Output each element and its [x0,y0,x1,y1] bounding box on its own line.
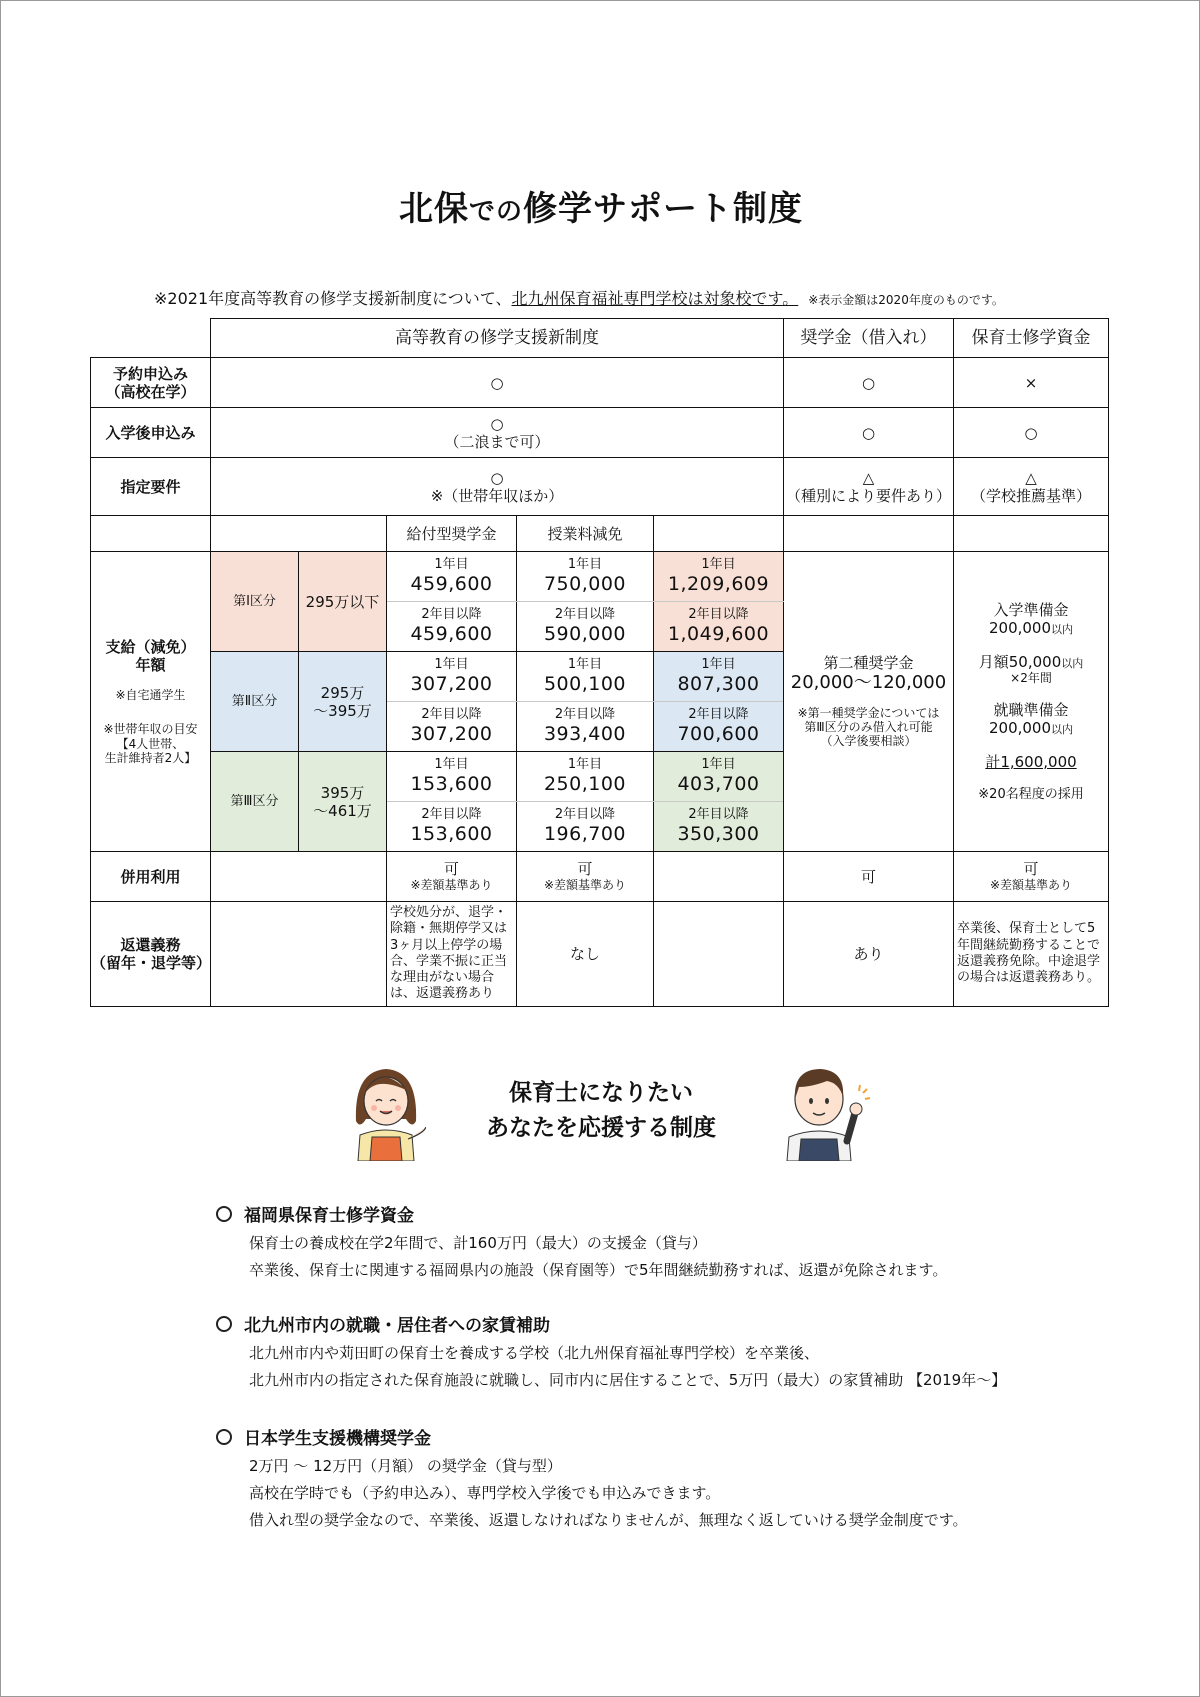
row-label-line: （高校在学） [105,382,196,401]
header-row [91,319,1109,358]
year-label: 2年目以降 [421,807,482,823]
year-label: 1年目 [434,757,469,773]
section-title [216,1424,968,1449]
amount-cell [517,602,654,652]
year-label: 1年目 [434,557,469,573]
amount-cell [517,802,654,852]
year-label: 2年目以降 [688,807,749,823]
amount-cell [517,702,654,752]
blank-cell [91,319,211,358]
sub-header-jugyo: 授業料減免 [517,516,654,552]
section-kitakyushu [216,1311,1006,1390]
shogaku-line: ※第一種奨学金については [797,705,940,720]
year-label: 1年目 [434,657,469,673]
title-part-small: での [468,197,523,227]
hoiku-line: 200,000 [988,618,1052,637]
blank-cell [654,852,784,902]
hoiku-line: ※20名程度の採用 [978,786,1084,802]
section-title-text: 福岡県保育士修学資金 [244,1206,414,1226]
notice [154,286,1004,309]
cell-line: （種別により要件あり） [785,486,951,505]
amount-cell [517,552,654,602]
cell-line: 可 [443,860,459,879]
hoiku-line: 就職準備金 [993,700,1069,719]
amount-cell [654,802,784,852]
cell [954,458,1109,516]
cell: ○ [784,358,954,408]
amount-cell [387,702,517,752]
shogaku-line: 20,000～120,000 [790,672,947,694]
cell-line: ○ [490,414,504,433]
row-k1-y1 [91,552,1109,602]
row-yoyaku [91,358,1109,408]
amount: 459,600 [410,572,493,595]
year-label: 2年目以降 [554,707,616,723]
amount: 307,200 [410,672,493,695]
amount-cell [654,602,784,652]
amount-cell [654,552,784,602]
year-label: 1年目 [567,757,603,773]
header-shien: 高等教育の修学支援新制度 [211,319,784,358]
blank-cell [211,852,387,902]
row-label: 併用利用 [91,852,211,902]
kubun-2-name: 第Ⅱ区分 [211,652,299,752]
income-line: ～461万 [313,801,372,820]
amount: 1,049,600 [667,622,770,645]
kubun-3-income [299,752,387,852]
year-label: 2年目以降 [554,807,616,823]
section-line: 2万円 ～ 12万円（月額） の奨学金（貸与型） [249,1457,562,1475]
sub-header-kyufu: 給付型奨学金 [387,516,517,552]
cell-line: △ [862,468,875,487]
year-label: 1年目 [701,557,736,573]
amount-cell [517,652,654,702]
title-part: 修学サポート制度 [523,189,803,229]
year-label: 2年目以降 [688,607,749,623]
hoiku-line: 月額50,000 [978,652,1062,671]
notice-underline: 北九州保育福祉専門学校は対象校です。 [511,289,799,308]
row-label-line: 返還義務 [120,935,181,954]
cell: あり [784,902,954,1007]
cell-line: （学校推薦基準） [970,486,1091,505]
header-shogaku: 奨学金（借入れ） [784,319,954,358]
blank-cell [784,516,954,552]
shogaku-line: 第Ⅲ区分のみ借入れ可能 [804,720,933,735]
income-line: 395万 [320,783,365,802]
shikyu-note: 生計維持者2人】 [104,750,197,765]
blank-cell [654,516,784,552]
cell [954,852,1109,902]
amount-cell [387,802,517,852]
blank-cell [654,902,784,1007]
year-label: 1年目 [567,557,603,573]
page-title [1,181,1200,230]
income-line: 295万 [320,683,365,702]
circle-bullet-icon [216,1429,232,1445]
row-shitei [91,458,1109,516]
year-label: 2年目以降 [421,707,482,723]
cell [387,852,517,902]
cell: 可 [784,852,954,902]
cell-line: △ [1025,468,1037,487]
section-line: 借入れ型の奨学金なので、卒業後、返還しなければなりませんが、無理なく返していける奨学金制度です。 [249,1511,968,1529]
hoiku-line: 入学準備金 [993,600,1069,619]
row-heiyo [91,852,1109,902]
row-label: 入学後申込み [91,408,211,458]
amount-cell [387,752,517,802]
amount: 807,300 [677,672,760,695]
kubun-2-income [299,652,387,752]
promo-text [1,1076,1200,1145]
amount: 1,209,609 [667,572,770,595]
notice-small: ※表示金額は2020年度のものです。 [808,293,1004,307]
row-nyugaku [91,408,1109,458]
amount: 393,400 [543,722,627,745]
cell-line: ※差額基準あり [410,878,493,893]
cell [784,458,954,516]
amount-cell [387,602,517,652]
cell-line: 可 [1023,860,1039,879]
row-label [91,358,211,408]
cell-line: ○ [490,468,504,487]
shikyu-label [91,552,211,852]
section-title-text: 北九州市内の就職・居住者への家賃補助 [244,1316,550,1336]
hoiku-detail [954,552,1109,852]
year-label: 1年目 [701,657,736,673]
cell-line: （二浪まで可） [444,432,550,451]
section-jasso [216,1424,968,1530]
amount-cell [654,652,784,702]
shikyu-note: 【4人世帯、 [116,736,185,751]
cell [211,408,784,458]
cell: 卒業後、保育士として5年間継続勤務することで返還義務免除。中途退学の場合は返還義務あり。 [954,902,1109,1007]
section-title [216,1201,947,1226]
hoiku-total: 計1,600,000 [985,752,1077,771]
blank-cell [91,516,211,552]
row-label: 指定要件 [91,458,211,516]
row-label-line: （留年・退学等） [91,953,212,972]
hoiku-line: ×2年間 [1010,670,1052,685]
cell-line: ※（世帯年収ほか） [430,486,564,505]
section-line: 高校在学時でも（予約申込み）、専門学校入学後でも申込みできます。 [249,1484,721,1502]
row-label [91,902,211,1007]
boy-illustration [781,1061,871,1161]
row-label-line: 予約申込み [112,364,188,383]
cell-line: ※差額基準あり [989,878,1073,893]
amount: 196,700 [543,822,627,845]
section-line: 卒業後、保育士に関連する福岡県内の施設（保育園等）で5年間継続勤務すれば、返還が免除されます。 [249,1261,948,1279]
section-line: 北九州市内や苅田町の保育士を養成する学校（北九州保育福祉専門学校）を卒業後、 [249,1344,820,1362]
support-table [90,318,1109,1007]
section-title [216,1311,1006,1336]
promo-line: あなたを応援する制度 [486,1114,716,1141]
year-label: 2年目以降 [688,707,749,723]
section-title-text: 日本学生支援機構奨学金 [244,1429,431,1449]
cell: なし [517,902,654,1007]
amount: 750,000 [543,572,627,595]
shogaku-detail [784,552,954,852]
kubun-1-name: 第Ⅰ区分 [211,552,299,652]
cell: × [954,358,1109,408]
promo-line: 保育士になりたい [509,1080,693,1106]
cell: ○ [954,408,1109,458]
shogaku-line: （入学後要相談） [820,734,917,749]
section-line: 北九州市内の指定された保育施設に就職し、同市内に居住することで、5万円（最大）の家賃補助 【2019年～】 [249,1371,1007,1389]
section-fukuoka [216,1201,947,1280]
amount: 590,000 [543,622,627,645]
amount: 500,100 [543,672,627,695]
year-label: 2年目以降 [421,607,482,623]
header-hoiku: 保育士修学資金 [954,319,1109,358]
cell [211,458,784,516]
year-label: 1年目 [567,657,603,673]
amount-cell [654,702,784,752]
amount: 153,600 [410,822,493,845]
cell: ○ [784,408,954,458]
amount: 459,600 [410,622,493,645]
blank-cell [211,516,387,552]
hoiku-line-small: 以内 [1051,722,1074,736]
kubun-1-income: 295万以下 [299,552,387,652]
circle-bullet-icon [216,1316,232,1332]
amount: 350,300 [677,822,760,845]
cell: 学校処分が、退学・除籍・無期停学又は3ヶ月以上停学の場合、学業不振に正当な理由がない場合は、返還義務あり [387,902,517,1007]
cell-line: 可 [577,860,593,879]
cell [517,852,654,902]
section-line: 保育士の養成校在学2年間で、計160万円（最大）の支援金（貸与） [249,1234,707,1252]
shogaku-line: 第二種奨学金 [823,654,914,673]
shikyu-note: ※世帯年収の目安 [103,722,198,737]
cell-line: ※差額基準あり [543,878,627,893]
kubun-3-name: 第Ⅲ区分 [211,752,299,852]
amount-cell [387,552,517,602]
hoiku-line-small: 以内 [1051,622,1074,636]
amount-cell [517,752,654,802]
blank-cell [954,516,1109,552]
cell: ○ [211,358,784,408]
shikyu-note: ※自宅通学生 [115,687,186,702]
circle-bullet-icon [216,1206,232,1222]
year-label: 2年目以降 [554,607,616,623]
title-part: 北保 [398,189,469,229]
row-henkan [91,902,1109,1007]
year-label: 1年目 [701,757,736,773]
hoiku-line: 200,000 [988,718,1052,737]
blank-cell [211,902,387,1007]
amount-cell [654,752,784,802]
amount: 403,700 [677,772,760,795]
notice-main: ※2021年度高等教育の修学支援新制度について、 [154,289,512,308]
shikyu-label-line: 支給（減免） [105,637,196,656]
hoiku-line-small: 以内 [1061,656,1084,670]
amount-cell [387,652,517,702]
amount: 307,200 [410,722,493,745]
amount: 250,100 [543,772,627,795]
amount: 153,600 [410,772,493,795]
amount: 700,600 [677,722,760,745]
income-line: ～395万 [313,701,372,720]
row-sub-header [91,516,1109,552]
shikyu-label-line: 年額 [135,655,166,674]
